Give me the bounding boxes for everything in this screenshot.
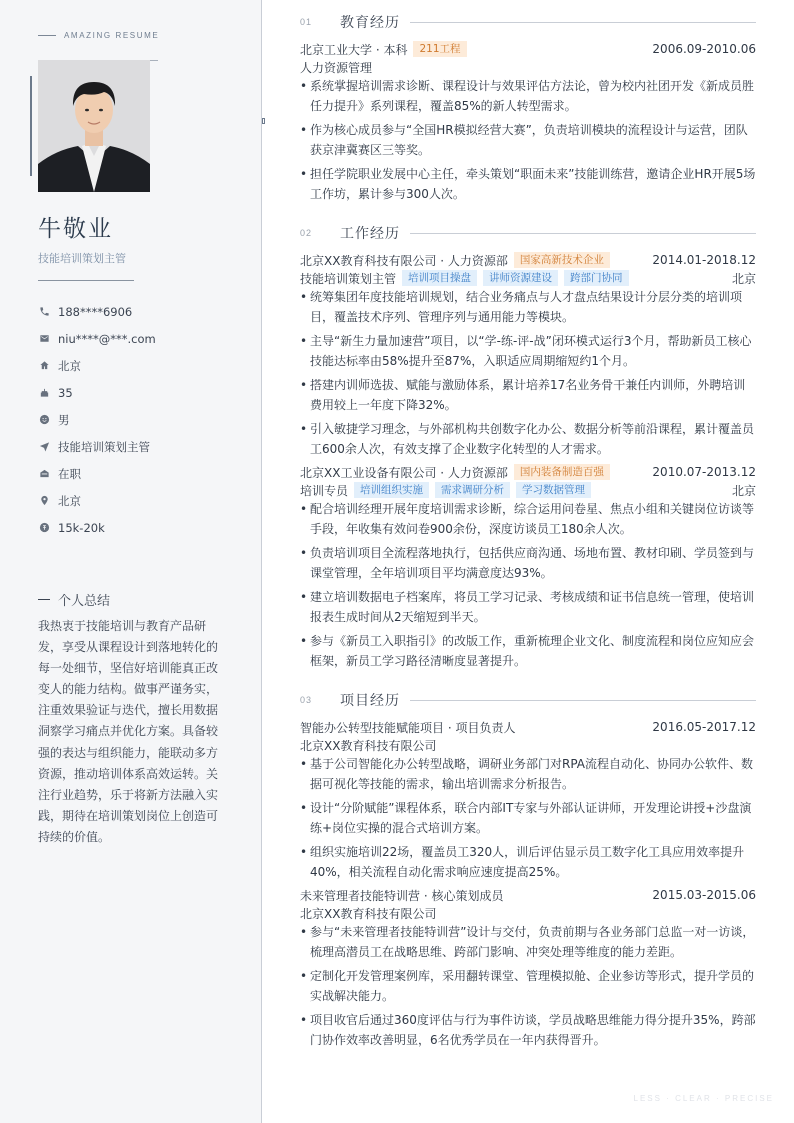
brand-line: [38, 35, 56, 36]
project-row: [300, 718, 756, 736]
school-name: 北京工业大学 · 本科: [300, 42, 408, 57]
person-name: 牛敬业: [38, 216, 113, 242]
skill-tag: 培训项目操盘: [402, 270, 477, 286]
job-bullets: [300, 287, 756, 463]
info-age-text: 35: [58, 385, 73, 400]
skill-tag: 跨部门协同: [564, 270, 629, 286]
project-name: 未来管理者技能特训营 · 核心策划成员: [300, 888, 504, 903]
list-item: • 作为核心成员参与“全国HR模拟经营大赛”，负责培训模块的流程设计与运营，团队获京津冀赛区三等奖。: [300, 120, 756, 160]
info-location: [38, 487, 156, 514]
job-role-row: [300, 481, 756, 499]
location-pin-icon: [38, 495, 50, 507]
photo-accent-bar: [30, 76, 32, 176]
cake-icon: [38, 387, 50, 399]
project-org-row: [300, 736, 756, 754]
section-number: 03: [300, 695, 313, 705]
info-target-job-text: 技能培训策划主管: [58, 439, 150, 454]
section-rule: [410, 22, 756, 23]
section-education-heading: [300, 12, 756, 32]
job-location: 北京: [731, 271, 756, 286]
brand: [38, 31, 159, 40]
phone-icon: [38, 306, 50, 318]
section-rule: [410, 700, 756, 701]
avatar: [38, 60, 150, 192]
list-item: • 系统掌握培训需求诊断、课程设计与效果评估方法论，曾为校内社团开发《新成员胜任力提升》系列课程，覆盖85%的新人转型需求。: [300, 76, 756, 116]
education-date: 2006.09-2010.06: [652, 42, 756, 56]
section-number: 01: [300, 17, 313, 27]
project-date: 2016.05-2017.12: [652, 720, 756, 734]
list-item: • 引入敏捷学习理念，与外部机构共创数字化办公、数据分析等前沿课程，累计覆盖员工600余人次，有效支撑了企业数字化转型的人才需求。: [300, 419, 756, 459]
name-divider: [38, 280, 134, 281]
contact-info-list: [38, 298, 156, 541]
project-row: [300, 886, 756, 904]
job-role: 技能培训策划主管: [300, 271, 397, 286]
skill-tag: 讲师资源建设: [483, 270, 558, 286]
list-item: • 参与“未来管理者技能特训营”设计与交付，负责前期与各业务部门总监一对一访谈，梳理高潜员工在战略思维、跨部门影响、冲突处理等维度的能力差距。: [300, 922, 756, 962]
info-phone-text: 188****6906: [58, 304, 133, 319]
project-bullets: [300, 754, 756, 886]
company-name: 北京XX工业设备有限公司 · 人力资源部: [300, 465, 508, 480]
info-location-text: 北京: [58, 493, 81, 508]
project-org-row: [300, 904, 756, 922]
job-company-row: [300, 251, 756, 269]
project-name: 智能办公转型技能赋能项目 · 项目负责人: [300, 720, 516, 735]
info-gender: [38, 406, 156, 433]
school-tag: 211工程: [413, 41, 466, 57]
section-projects-heading: [300, 690, 756, 710]
list-item: • 基于公司智能化办公转型战略，调研业务部门对RPA流程自动化、协同办公软件、数据可视化等技能的需求，输出培训需求分析报告。: [300, 754, 756, 794]
info-home-text: 北京: [58, 358, 81, 373]
send-icon: [38, 441, 50, 453]
project-date: 2015.03-2015.06: [652, 888, 756, 902]
section-title: 项目经历: [340, 693, 400, 709]
list-item: • 组织实施培训22场，覆盖员工320人，训后评估显示员工数字化工具应用效率提升40%，相关流程自动化需求响应速度提高25%。: [300, 842, 756, 882]
summary-text: 我热衷于技能培训与教育产品研发，享受从课程设计到落地转化的每一处细节，坚信好培训能真正改变人的能力结构。做事严谨务实，注重效果验证与迭代，擅长用数据洞察学习痛点并优化方案。具备较强的表达与组织能力，能联动多方资源，推动培训体系高效运转。关注行业趋势，乐于将新方法融入实践，期待在培训策划岗位上创造可持续的价值。: [38, 619, 219, 844]
job-location: 北京: [731, 483, 756, 498]
info-gender-text: 男: [58, 412, 70, 427]
job-bullets: [300, 499, 756, 675]
list-item: • 项目收官后通过360度评估与行为事件访谈，学员战略思维能力得分提升35%，跨部门协作效率改善明显，6名优秀学员在一年内获得晋升。: [300, 1010, 756, 1050]
job-role: 培训专员: [300, 483, 349, 498]
inbox-icon: [38, 468, 50, 480]
section-rule: [410, 233, 756, 234]
brand-text: AMAZING RESUME: [64, 31, 160, 40]
education-bullets: [300, 76, 756, 208]
list-item: • 定制化开发管理案例库，采用翻转课堂、管理模拟舱、企业参访等形式，提升学员的实战解决能力。: [300, 966, 756, 1006]
summary-title: 个人总结: [58, 594, 111, 609]
info-phone: [38, 298, 156, 325]
section-work-heading: [300, 223, 756, 243]
info-age: [38, 379, 156, 406]
list-item: • 设计“分阶赋能”课程体系，联合内部IT专家与外部认证讲师，开发理论讲授+沙盘演练+岗位实操的混合式培训方案。: [300, 798, 756, 838]
list-item: • 负责培训项目全流程落地执行，包括供应商沟通、场地布置、教材印刷、学员签到与课堂管理，全年培训项目平均满意度达93%。: [300, 543, 756, 583]
avatar-portrait-image: [38, 60, 150, 192]
company-tag: 国家高新技术企业: [514, 252, 610, 268]
education-row: [300, 40, 756, 58]
company-name: 北京XX教育科技有限公司 · 人力资源部: [300, 253, 508, 268]
company-tag: 国内装备制造百强: [514, 464, 610, 480]
person-title: 技能培训策划主管: [38, 252, 126, 265]
major: 人力资源管理: [300, 60, 373, 75]
info-home: [38, 352, 156, 379]
money-icon: [38, 522, 50, 534]
list-item: • 统筹集团年度技能培训规划，结合业务痛点与人才盘点结果设计分层分类的培训项目，覆盖技术序列、管理序列与通用能力等模块。: [300, 287, 756, 327]
list-item: • 建立培训数据电子档案库，将员工学习记录、考核成绩和证书信息统一管理，使培训报表生成时间从2天缩短到半天。: [300, 587, 756, 627]
project-org: 北京XX教育科技有限公司: [300, 738, 437, 753]
info-status-text: 在职: [58, 466, 81, 481]
info-salary: [38, 514, 156, 541]
info-target-job: [38, 433, 156, 460]
info-email-text: niu****@***.com: [58, 331, 156, 346]
mail-icon: [38, 333, 50, 345]
list-item: • 担任学院职业发展中心主任，牵头策划“职面未来”技能训练营，邀请企业HR开展5场工作坊，累计参与300人次。: [300, 164, 756, 204]
list-item: • 配合培训经理开展年度培训需求诊断，综合运用问卷星、焦点小组和关键岗位访谈等手段，年收集有效问卷900余份，深度访谈员工180余人次。: [300, 499, 756, 539]
section-title: 教育经历: [340, 15, 400, 31]
project-bullets: [300, 922, 756, 1054]
job-date: 2014.01-2018.12: [652, 253, 756, 267]
section-title: 工作经历: [340, 226, 400, 242]
info-email: [38, 325, 156, 352]
list-item: • 主导“新生力量加速营”项目，以“学-练-评-战”闭环模式运行3个月，帮助新员工核心技能达标率由58%提升至87%，入职适应周期缩短约1个月。: [300, 331, 756, 371]
summary-dash: [38, 599, 50, 600]
job-company-row: [300, 463, 756, 481]
info-salary-text: 15k-20k: [58, 520, 105, 535]
major-row: [300, 58, 756, 76]
skill-tag: 需求调研分析: [435, 482, 510, 498]
info-status: [38, 460, 156, 487]
list-item: • 搭建内训师选拔、赋能与激励体系，累计培养17名业务骨干兼任内训师，外聘培训费用较上一年度下降32%。: [300, 375, 756, 415]
section-number: 02: [300, 228, 313, 238]
skill-tag: 学习数据管理: [516, 482, 591, 498]
list-item: • 参与《新员工入职指引》的改版工作，重新梳理企业文化、制度流程和岗位应知应会框架，新员工学习路径清晰度显著提升。: [300, 631, 756, 671]
home-icon: [38, 360, 50, 372]
face-icon: [38, 414, 50, 426]
footer-watermark: LESS · CLEAR · PRECISE: [633, 1094, 774, 1103]
divider-marker: [262, 118, 265, 124]
project-org: 北京XX教育科技有限公司: [300, 906, 437, 921]
sidebar: [0, 0, 262, 1123]
skill-tag: 培训组织实施: [354, 482, 429, 498]
summary-heading: [38, 590, 110, 609]
job-date: 2010.07-2013.12: [652, 465, 756, 479]
job-role-row: [300, 269, 756, 287]
